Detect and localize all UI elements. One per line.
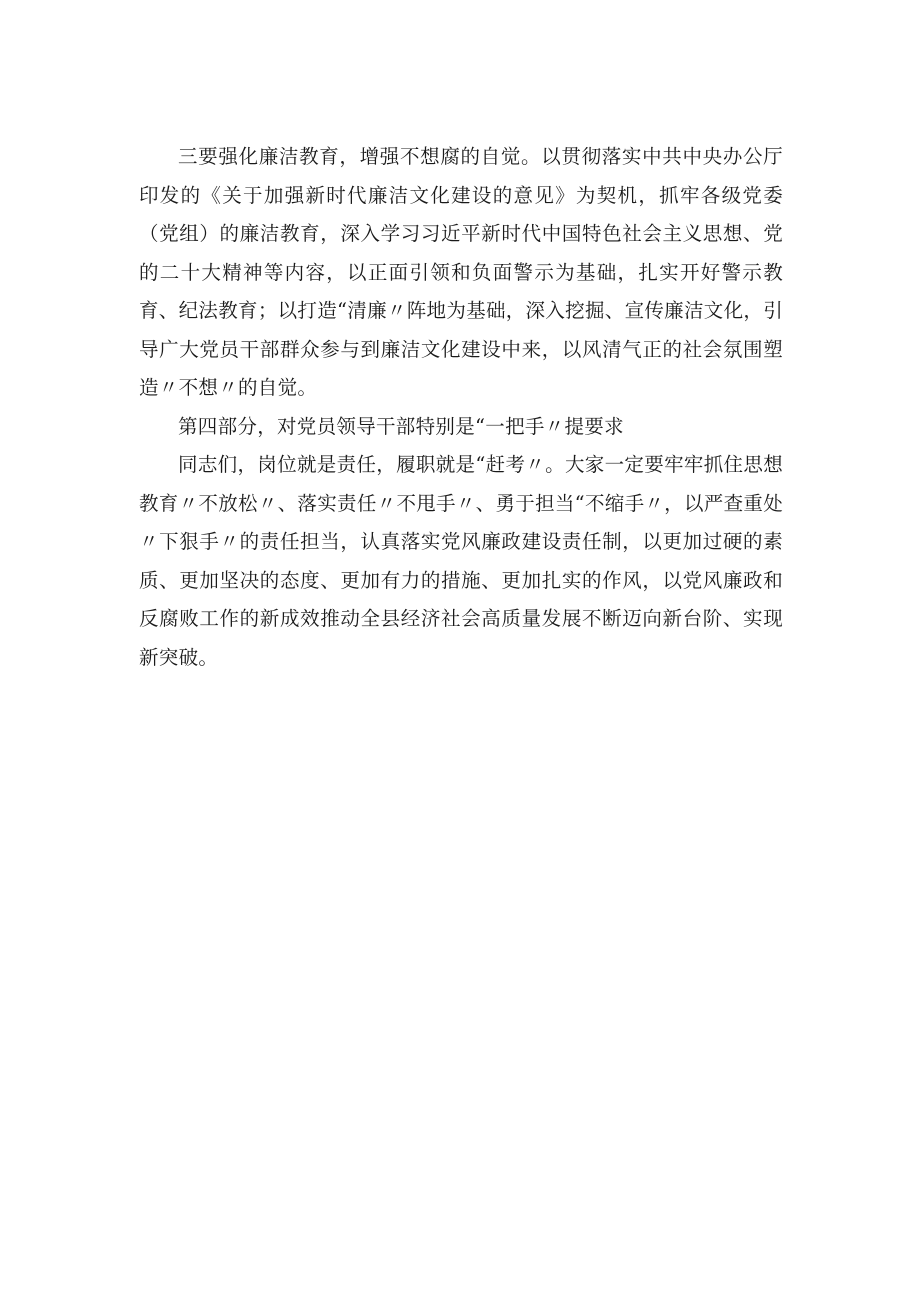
paragraph-clean-education: 三要强化廉洁教育，增强不想腐的自觉。以贯彻落实中共中央办公厅印发的《关于加强新时代廉洁文化建设的意见》为契机，抓牢各级党委（党组）的廉洁教育，深入学习习近平新时代中国特色社会主义思想、党的二十大精神等内容，以正面引领和负面警示为基础，扎实开好警示教育、纪法教育；以打造“清廉〃阵地为基础，深入挖掘、宣传廉洁文化，引导广大党员干部群众参与到廉洁文化建设中来，以风清气正的社会氛围塑造〃不想〃的自觉。 — [139, 145, 783, 399]
document-body — [139, 138, 783, 677]
section-heading-part-four: 第四部分，对党员领导干部特别是“一把手〃提要求 — [178, 414, 624, 438]
paragraph-closing-remarks: 同志们，岗位就是责任，履职就是“赶考〃。大家一定要牢牢抓住思想教育〃不放松〃、落实责任〃不甩手〃、勇于担当“不缩手〃，以严查重处〃下狠手〃的责任担当，认真落实党风廉政建设责任制，以更加过硬的素质、更加坚决的态度、更加有力的措施、更加扎实的作风，以党风廉政和反腐败工作的新成效推动全县经济社会高质量发展不断迈向新台阶、实现新突破。 — [139, 453, 783, 669]
